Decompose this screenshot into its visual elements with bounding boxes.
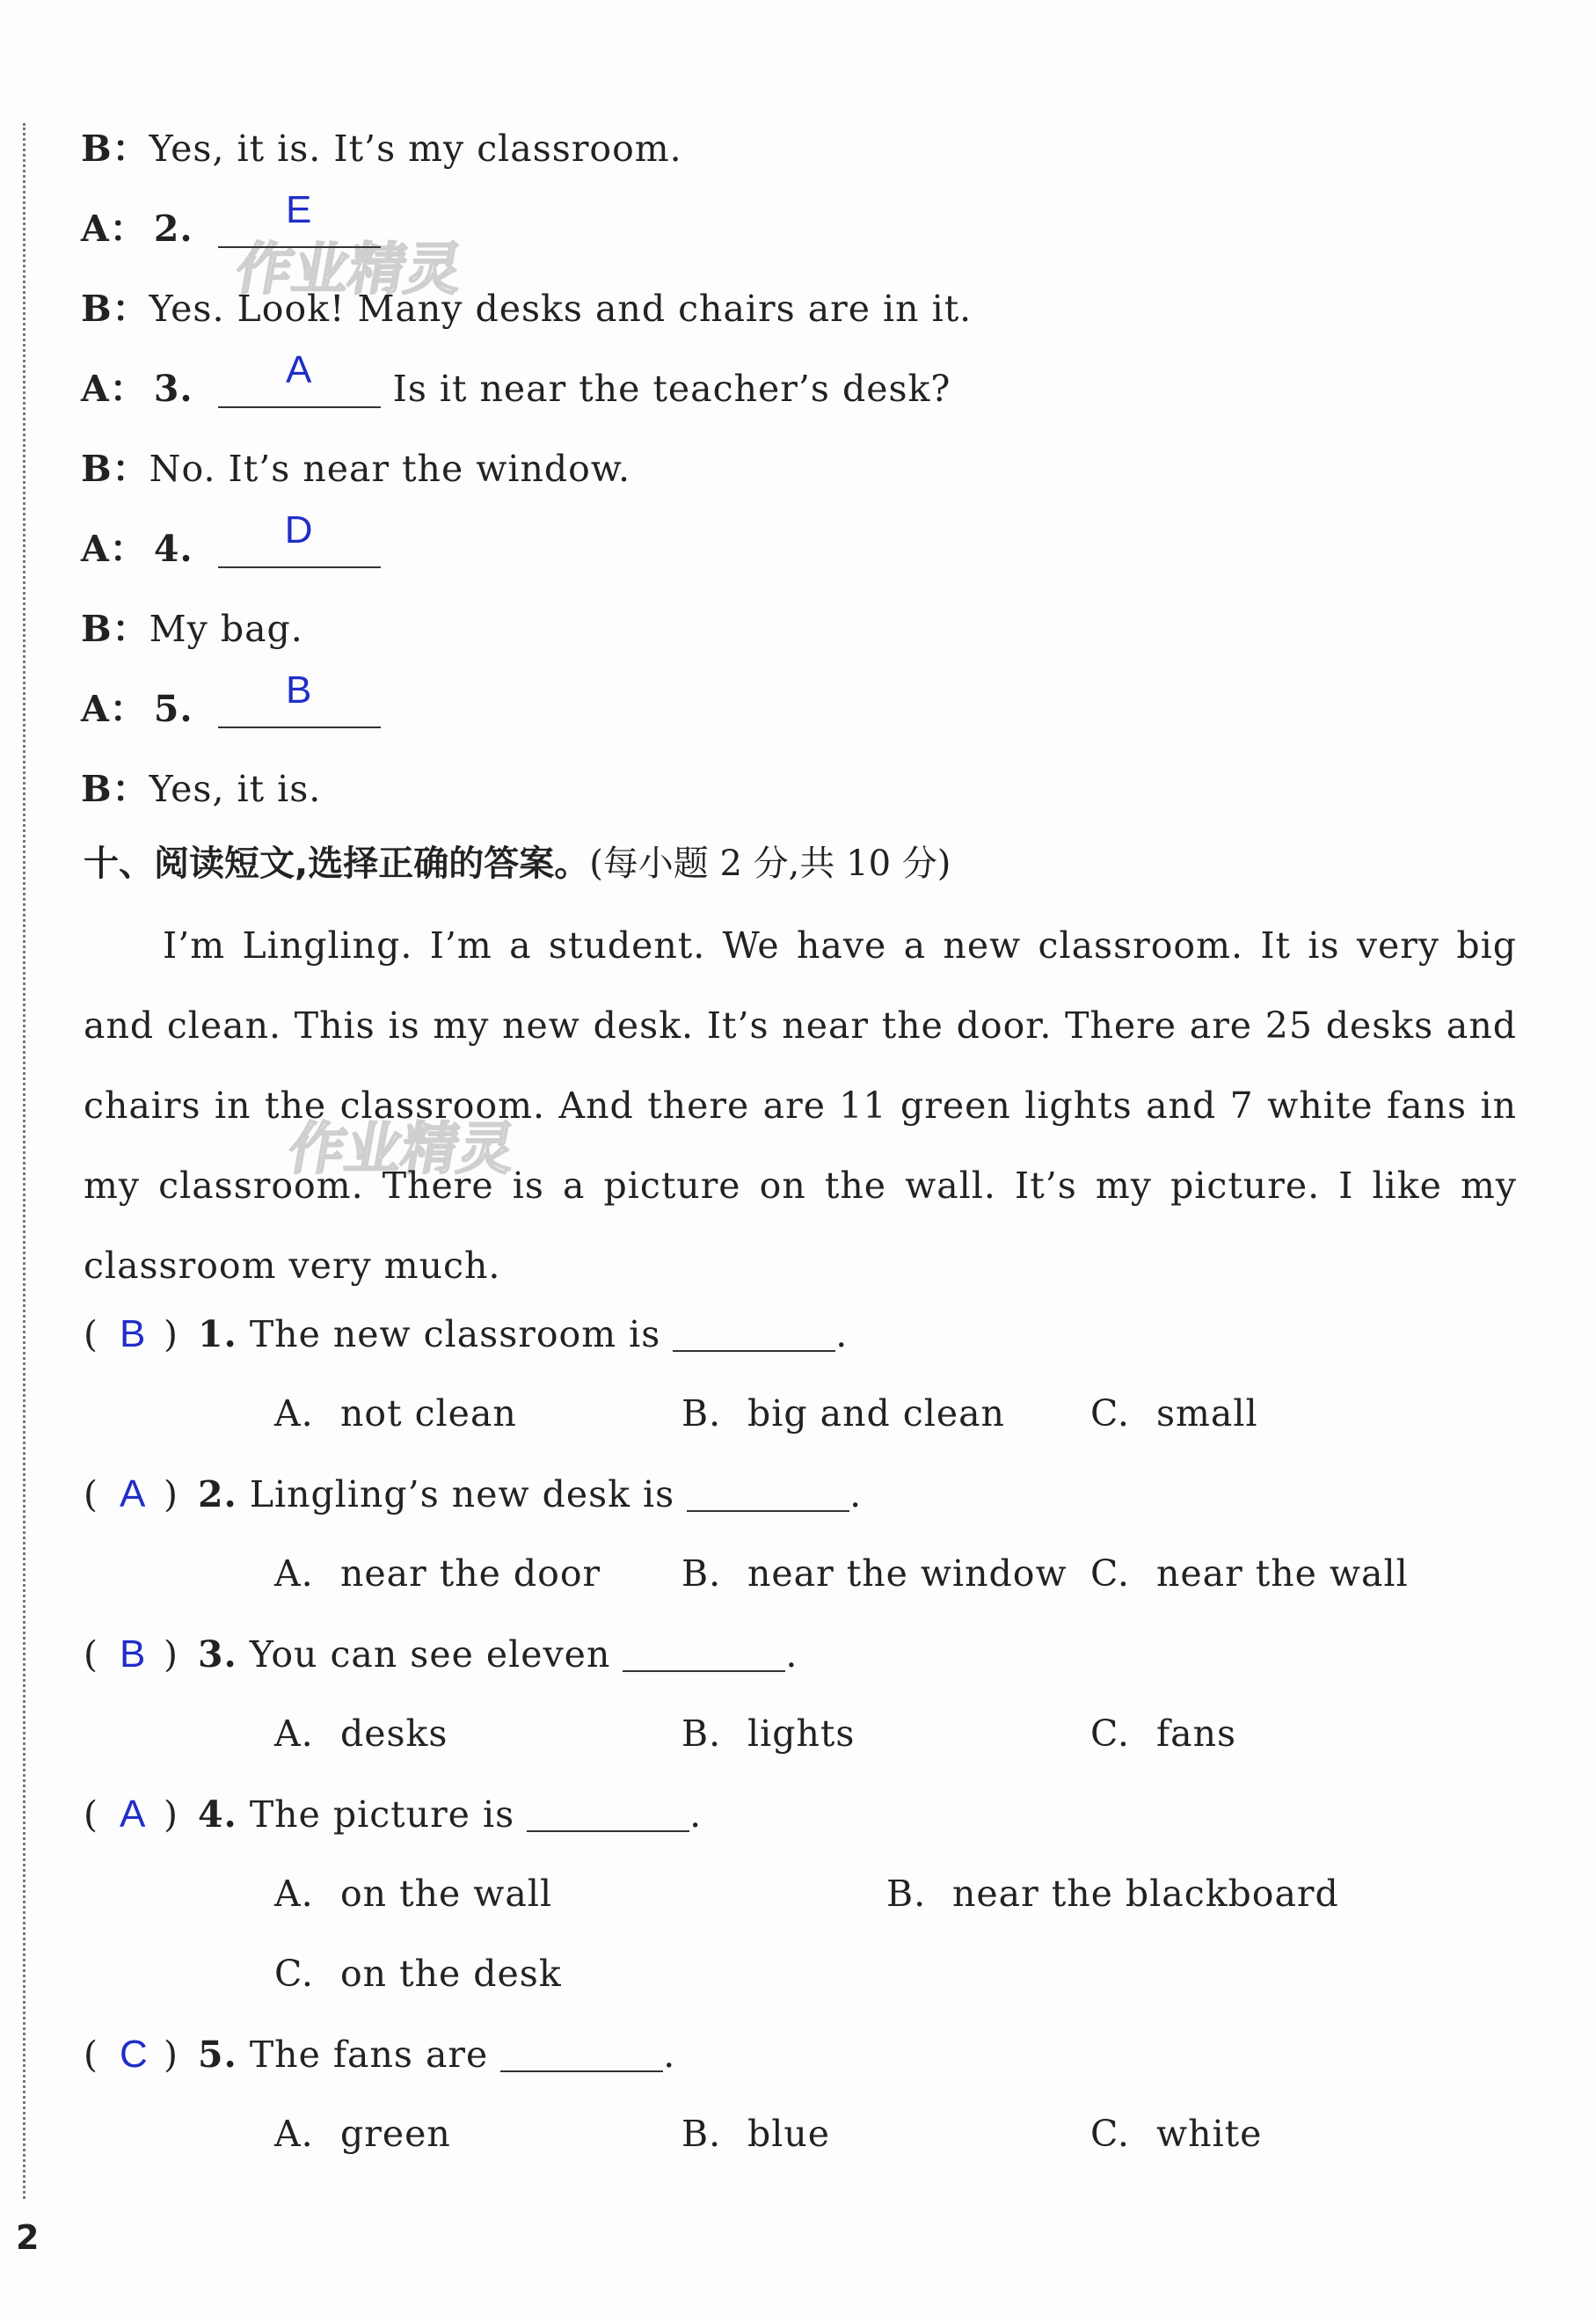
answer-paren[interactable]: ( C ) <box>84 2033 179 2076</box>
item-number: 2. <box>153 208 193 250</box>
question-2: ( A ) 2. Lingling’s new desk is . <box>84 1472 863 1515</box>
section-heading <box>84 836 951 886</box>
option-b[interactable]: B. near the blackboard <box>886 1873 1339 1915</box>
answer-paren[interactable]: ( B ) <box>84 1312 179 1355</box>
speaker: A： <box>81 208 147 250</box>
question-text: You can see eleven <box>249 1633 611 1676</box>
option-a[interactable]: A. near the door <box>274 1552 601 1595</box>
dialogue-line <box>81 120 682 172</box>
speaker: A： <box>81 688 147 730</box>
filled-answer: D <box>284 508 314 551</box>
option-b[interactable]: B. blue <box>681 2113 831 2155</box>
page-number: 2 <box>16 2218 40 2257</box>
option-a[interactable]: A. desks <box>274 1712 448 1755</box>
answer-blank[interactable] <box>218 348 381 408</box>
choice-answer: A <box>120 1793 147 1836</box>
question-blank <box>527 1799 689 1832</box>
question-number: 2. <box>198 1473 237 1515</box>
filled-answer: A <box>285 348 313 391</box>
dialogue-line <box>81 668 393 732</box>
option-c[interactable]: C. near the wall <box>1090 1552 1409 1595</box>
filled-answer: B <box>285 668 313 712</box>
speaker: B： <box>81 448 149 490</box>
option-c[interactable]: C. small <box>1090 1392 1258 1435</box>
question-number: 1. <box>198 1313 237 1355</box>
watermark: 作业精灵 <box>230 237 468 303</box>
option-c[interactable]: C. white <box>1090 2113 1263 2155</box>
question-1: ( B ) 1. The new classroom is . <box>84 1312 849 1355</box>
question-text: The new classroom is <box>249 1313 661 1355</box>
answer-blank[interactable] <box>218 188 381 248</box>
question-number: 4. <box>198 1793 237 1836</box>
choice-answer: C <box>120 2033 149 2076</box>
question-blank <box>623 1639 785 1672</box>
question-4: ( A ) 4. The picture is . <box>84 1793 703 1836</box>
question-5: ( C ) 5. The fans are . <box>84 2033 676 2076</box>
question-text: The fans are <box>249 2034 489 2076</box>
item-number: 3. <box>153 368 193 410</box>
dialogue-line <box>81 188 393 252</box>
filled-answer: E <box>285 188 313 231</box>
speaker: B： <box>81 288 149 330</box>
option-b[interactable]: B. big and clean <box>681 1392 1005 1435</box>
choice-answer: B <box>120 1632 147 1676</box>
answer-paren[interactable]: ( A ) <box>84 1793 179 1836</box>
option-a[interactable]: A. green <box>274 2113 451 2155</box>
answer-blank[interactable] <box>218 668 381 728</box>
option-b[interactable]: B. near the window <box>681 1552 1068 1595</box>
question-blank <box>687 1479 849 1512</box>
line-text: No. It’s near the window. <box>149 448 631 490</box>
line-text: Yes, it is. <box>149 768 322 810</box>
question-number: 5. <box>198 2034 237 2076</box>
line-text: My bag. <box>149 608 303 650</box>
line-text: Yes, it is. It’s my classroom. <box>149 128 682 170</box>
dialogue-line <box>81 440 630 492</box>
option-a[interactable]: A. on the wall <box>274 1873 553 1915</box>
answer-paren[interactable]: ( A ) <box>84 1472 179 1515</box>
watermark: 作业精灵 <box>283 1117 521 1182</box>
speaker: B： <box>81 608 149 650</box>
question-text: Lingling’s new desk is <box>249 1473 675 1515</box>
binding-dotted-line <box>23 123 26 2199</box>
answer-blank[interactable] <box>218 508 381 568</box>
question-blank <box>500 2039 663 2072</box>
speaker: A： <box>81 368 147 410</box>
line-text: Yes. Look! Many desks and chairs are in it. <box>149 288 973 330</box>
dialogue-line <box>81 600 303 652</box>
question-text: The picture is <box>249 1793 515 1836</box>
option-c[interactable]: C. on the desk <box>274 1953 562 1995</box>
dialogue-line <box>81 280 972 332</box>
dialogue-line <box>81 348 951 412</box>
dialogue-line <box>81 760 321 812</box>
answer-paren[interactable]: ( B ) <box>84 1632 179 1676</box>
question-3: ( B ) 3. You can see eleven . <box>84 1632 798 1676</box>
speaker: A： <box>81 528 147 570</box>
dialogue-line <box>81 508 393 572</box>
choice-answer: A <box>120 1472 147 1515</box>
option-b[interactable]: B. lights <box>681 1712 856 1755</box>
option-c[interactable]: C. fans <box>1090 1712 1237 1755</box>
item-number: 4. <box>153 528 193 570</box>
section-score-note: (每小题 2 分,共 10 分) <box>589 843 951 884</box>
speaker: B： <box>81 768 149 810</box>
reading-passage <box>84 906 1517 1306</box>
speaker: B： <box>81 128 149 170</box>
question-blank <box>673 1318 835 1352</box>
passage-text: I’m Lingling. I’m a student. We have a new classroom. It is very big and clean. This is my new desk. It’s near the door. There are 25 desks and chairs in the classroom. And there are 11 green lights and 7 white fans in my classroom. There is a picture on the wall. It’s my picture. I like my classroom very much. <box>84 924 1517 1287</box>
item-number: 5. <box>153 688 193 730</box>
option-a[interactable]: A. not clean <box>274 1392 517 1435</box>
line-text: Is it near the teacher’s desk? <box>392 368 951 410</box>
section-title: 十、阅读短文,选择正确的答案。 <box>84 843 590 884</box>
choice-answer: B <box>120 1312 147 1355</box>
question-number: 3. <box>198 1633 237 1676</box>
